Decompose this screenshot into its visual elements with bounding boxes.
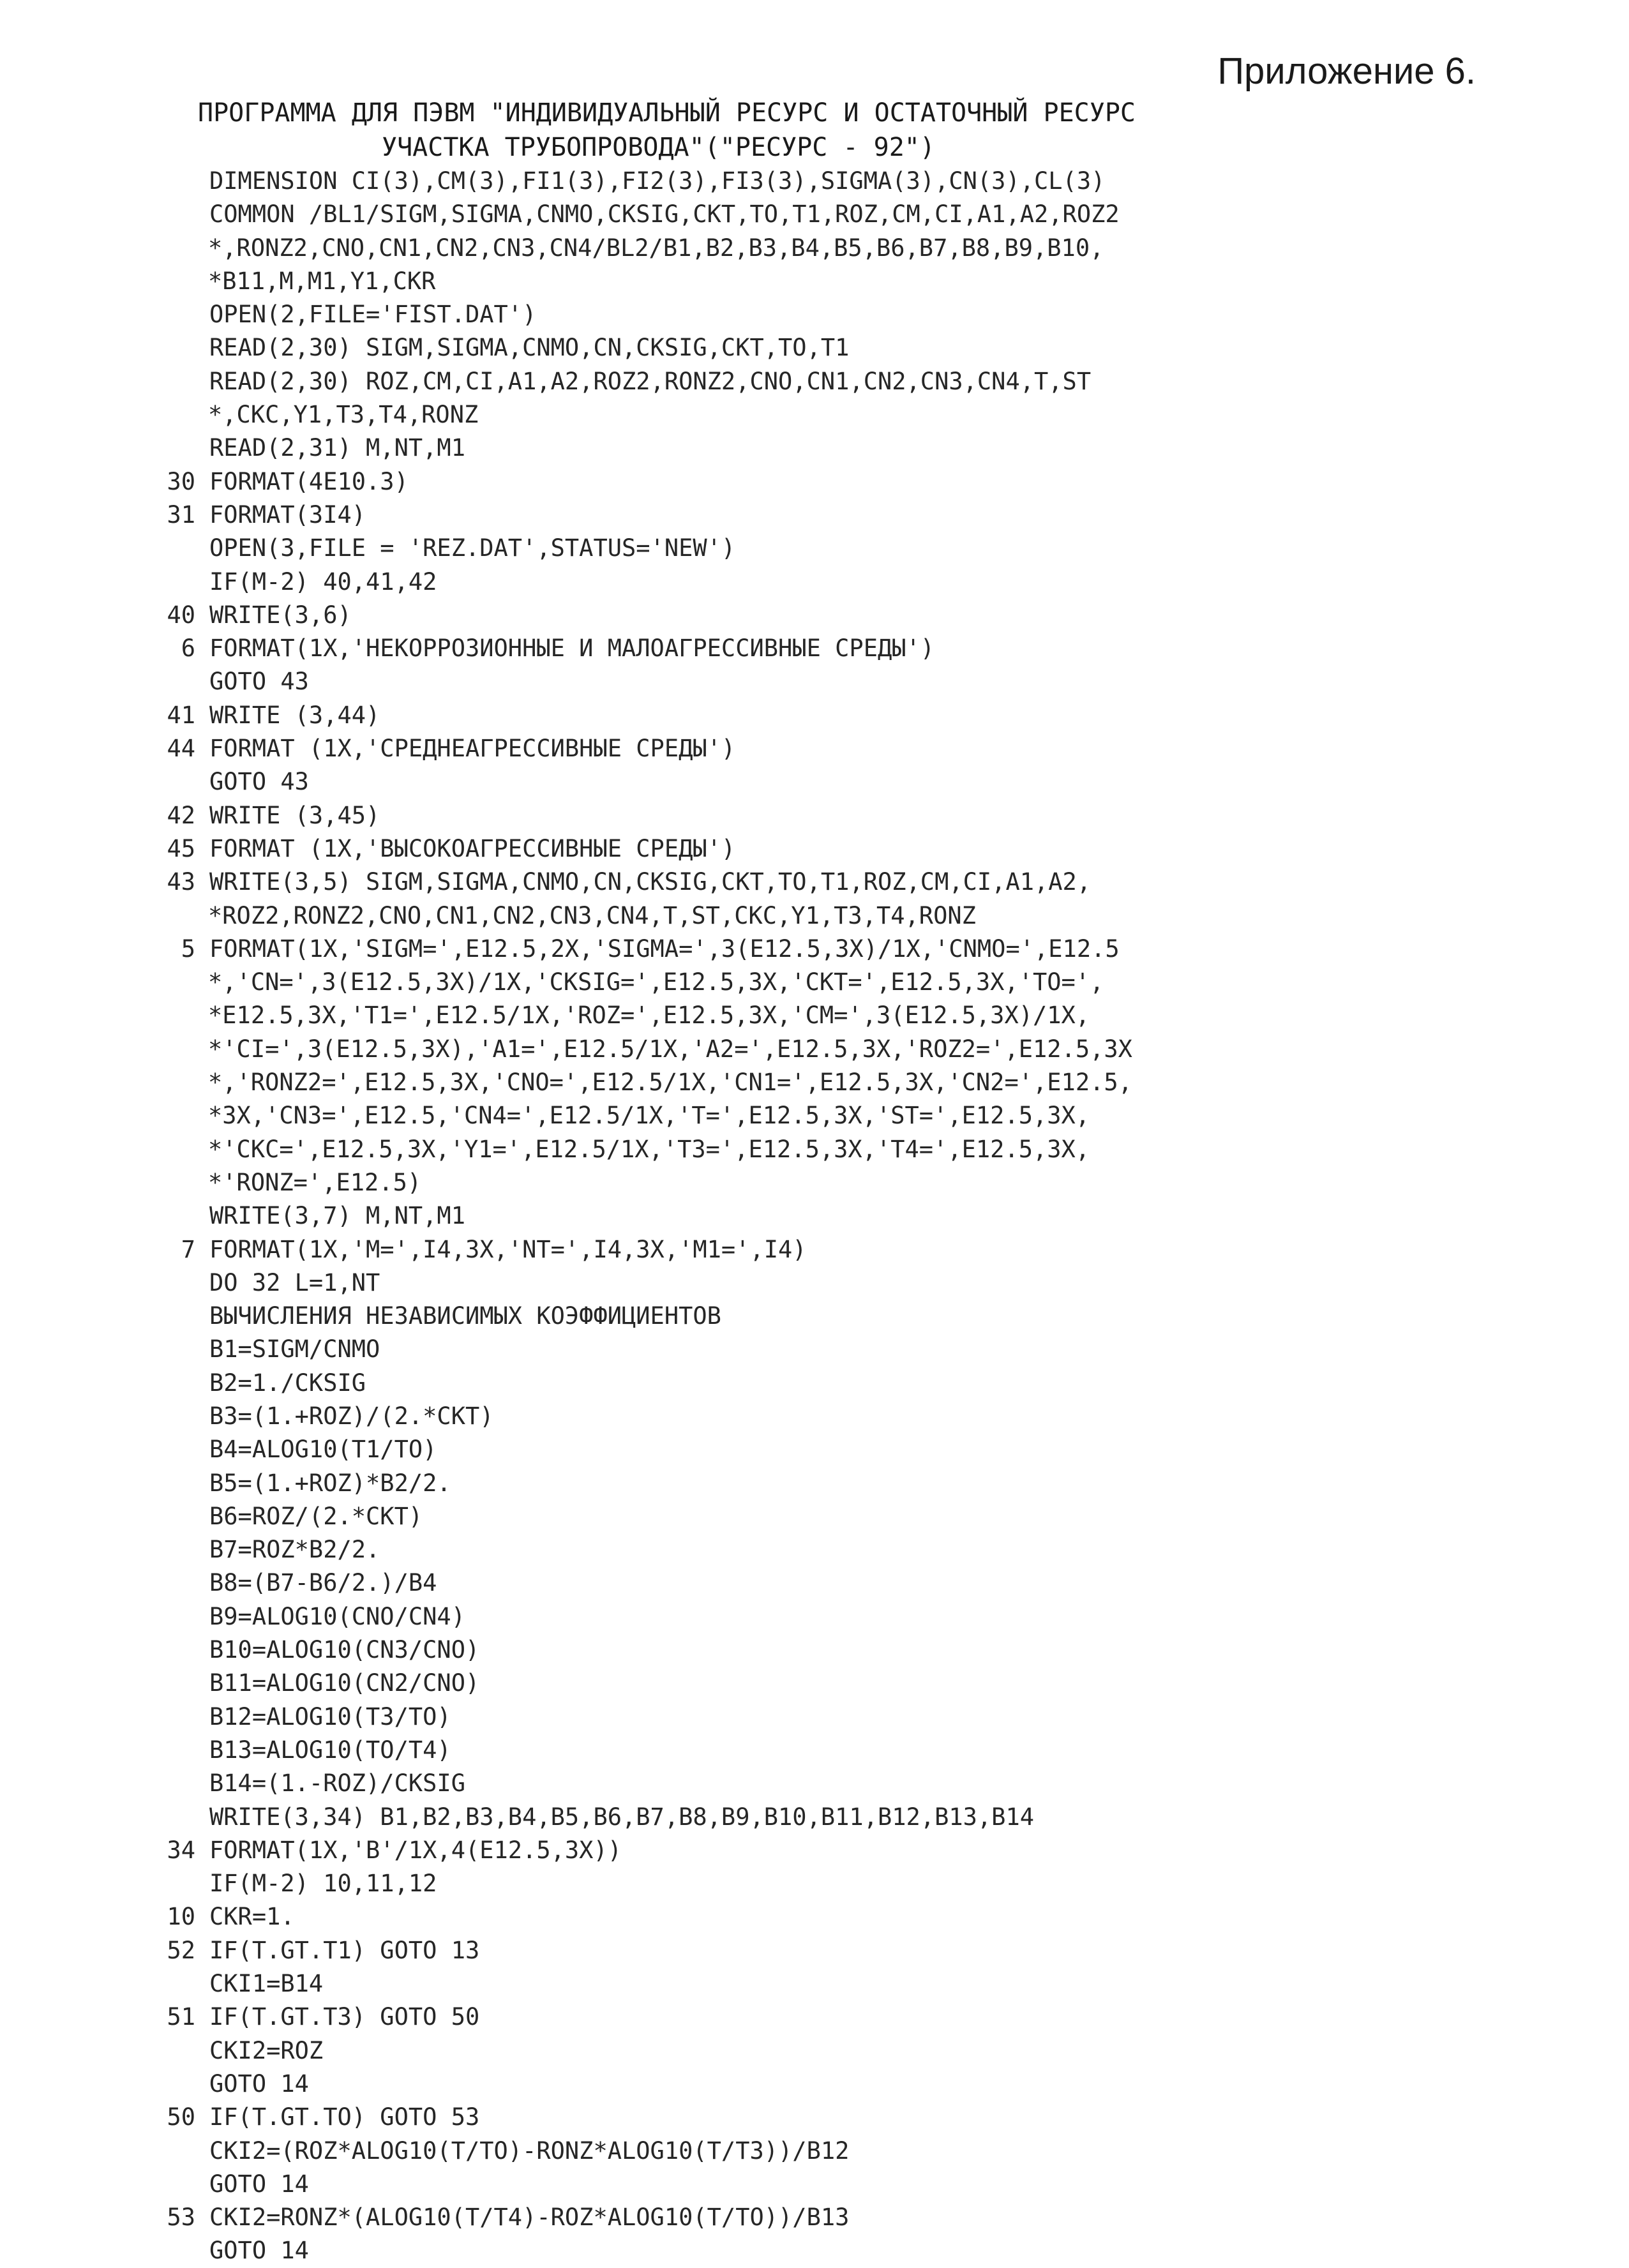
statement-text: DO 32 L=1,NT [209, 1268, 380, 1296]
statement-label [153, 765, 195, 799]
statement-label [153, 999, 208, 1032]
statement-text: B11=ALOG10(CN2/CNO) [209, 1669, 480, 1697]
code-line [153, 1600, 1506, 1633]
code-line [153, 866, 1506, 899]
statement-label [153, 298, 195, 331]
code-line [153, 1367, 1506, 1400]
code-line [153, 198, 1506, 231]
code-line [153, 1033, 1506, 1066]
code-line [153, 665, 1506, 698]
statement-label [153, 198, 195, 231]
statement-text: CKI2=ROZ [209, 2036, 324, 2064]
statement-text: CKI1=B14 [209, 1970, 324, 1998]
code-line [153, 1566, 1506, 1600]
statement-label [153, 1433, 195, 1466]
code-line [153, 1767, 1506, 1800]
code-line [153, 1533, 1506, 1566]
code-line [153, 699, 1506, 732]
statement-text: READ(2,30) ROZ,CM,CI,A1,A2,ROZ2,RONZ2,CNO,CN1,CN2,CN3,CN4,T,ST [209, 367, 1092, 395]
statement-text: B5=(1.+ROZ)*B2/2. [209, 1469, 451, 1497]
statement-text: *'CI=',3(E12.5,3X),'A1=',E12.5/1X,'A2=',E12.5,3X,'ROZ2=',E12.5,3X [208, 1035, 1132, 1063]
statement-label [153, 1266, 195, 1300]
statement-label [153, 1467, 195, 1500]
code-line [153, 2201, 1506, 2234]
statement-text: *ROZ2,RONZ2,CNO,CN1,CN2,CN3,CN4,T,ST,CKC,Y1,T3,T4,RONZ [208, 901, 976, 929]
code-line [153, 1734, 1506, 1767]
statement-text: B12=ALOG10(T3/TO) [209, 1702, 451, 1731]
statement-text: *,'CN=',3(E12.5,3X)/1X,'CKSIG=',E12.5,3X,'CKT=',E12.5,3X,'TO=', [208, 968, 1104, 996]
statement-text: OPEN(3,FILE = 'REZ.DAT',STATUS='NEW') [209, 534, 736, 562]
statement-label [153, 1533, 195, 1566]
statement-text: B9=ALOG10(CNO/CN4) [209, 1602, 465, 1630]
statement-text: FORMAT(1X,'M=',I4,3X,'NT=',I4,3X,'M1=',I4) [209, 1235, 807, 1263]
statement-label: 40 [167, 601, 195, 629]
statement-label [153, 1400, 195, 1433]
code-line [153, 1633, 1506, 1667]
statement-text: WRITE(3,5) SIGM,SIGMA,CNMO,CN,CKSIG,CKT,TO,T1,ROZ,CM,CI,A1,A2, [209, 868, 1092, 896]
statement-text: OPEN(2,FILE='FIST.DAT') [209, 301, 537, 329]
statement-text: GOTO 14 [209, 2069, 309, 2098]
statement-text: CKI2=(ROZ*ALOG10(T/TO)-RONZ*ALOG10(T/T3))/B12 [209, 2137, 850, 2165]
statement-label: 43 [167, 868, 195, 896]
statement-text: IF(M-2) 40,41,42 [209, 567, 437, 596]
code-line [153, 2101, 1506, 2134]
code-line [153, 2234, 1506, 2267]
statement-label [153, 1867, 195, 1900]
code-line [153, 1166, 1506, 1199]
program-title-line: ПРОГРАММА ДЛЯ ПЭВМ "ИНДИВИДУАЛЬНЫЙ РЕСУРС И ОСТАТОЧНЫЙ РЕСУРС [198, 98, 1136, 128]
code-line [153, 1900, 1506, 1934]
statement-text: *3X,'CN3=',E12.5,'CN4=',E12.5/1X,'T=',E12.5,3X,'ST=',E12.5,3X, [208, 1102, 1090, 1130]
statement-label: 5 [181, 935, 195, 963]
code-line [153, 1467, 1506, 1500]
statement-label [153, 432, 195, 465]
code-line [153, 1701, 1506, 1734]
statement-label [153, 966, 208, 999]
statement-text: IF(T.GT.TO) GOTO 53 [209, 2103, 480, 2131]
code-line [153, 2135, 1506, 2168]
code-line [153, 765, 1506, 799]
code-line [153, 1967, 1506, 2001]
code-line [153, 165, 1506, 198]
statement-label [153, 899, 208, 933]
statement-label [153, 1633, 195, 1667]
statement-text: ВЫЧИСЛЕНИЯ НЕЗАВИСИМЫХ КОЭФФИЦИЕНТОВ [209, 1302, 721, 1330]
statement-text: B6=ROZ/(2.*CKT) [209, 1502, 423, 1530]
statement-label [153, 1566, 195, 1600]
statement-label: 30 [167, 467, 195, 495]
statement-label: 41 [167, 701, 195, 729]
code-line [153, 465, 1506, 499]
code-line [153, 232, 1506, 265]
code-line [153, 1199, 1506, 1233]
statement-label [153, 2234, 195, 2267]
statement-text: FORMAT(4E10.3) [209, 467, 409, 495]
statement-text: *'CKC=',E12.5,3X,'Y1=',E12.5/1X,'T3=',E12.5,3X,'T4=',E12.5,3X, [208, 1135, 1090, 1163]
statement-text: CKR=1. [209, 1903, 295, 1931]
statement-text: WRITE(3,6) [209, 601, 352, 629]
statement-text: *,'RONZ2=',E12.5,3X,'CNO=',E12.5/1X,'CN1=',E12.5,3X,'CN2=',E12.5, [208, 1069, 1132, 1097]
code-line [153, 1500, 1506, 1533]
statement-label [153, 1767, 195, 1800]
statement-text: GOTO 14 [209, 2237, 309, 2265]
statement-label: 45 [167, 834, 195, 862]
statement-text: *'RONZ=',E12.5) [208, 1168, 422, 1196]
code-line [153, 499, 1506, 532]
statement-text: GOTO 43 [209, 768, 309, 796]
statement-label: 51 [167, 2003, 195, 2031]
statement-label [153, 398, 208, 432]
statement-text: *E12.5,3X,'T1=',E12.5/1X,'ROZ=',E12.5,3X,'CM=',3(E12.5,3X)/1X, [208, 1002, 1090, 1030]
statement-label [153, 1600, 195, 1633]
code-line [153, 566, 1506, 599]
statement-label: 10 [167, 1903, 195, 1931]
code-line [153, 1834, 1506, 1867]
code-line [153, 899, 1506, 933]
code-line [153, 1266, 1506, 1300]
statement-text: WRITE (3,44) [209, 701, 380, 729]
statement-label [153, 566, 195, 599]
statement-label [153, 2168, 195, 2201]
code-line [153, 799, 1506, 832]
code-line [153, 1801, 1506, 1834]
statement-label [153, 532, 195, 565]
code-line [153, 1400, 1506, 1433]
code-line [153, 599, 1506, 632]
statement-text: WRITE(3,34) B1,B2,B3,B4,B5,B6,B7,B8,B9,B10,B11,B12,B13,B14 [209, 1803, 1035, 1831]
code-line [153, 2001, 1506, 2034]
code-line [153, 331, 1506, 364]
statement-text: DIMENSION CI(3),CM(3),FI1(3),FI2(3),FI3(3),SIGMA(3),CN(3),CL(3) [209, 167, 1106, 195]
statement-label [153, 1367, 195, 1400]
code-line [153, 632, 1506, 665]
statement-label: 50 [167, 2103, 195, 2131]
statement-label: 42 [167, 801, 195, 829]
statement-label [153, 1967, 195, 2001]
statement-label [153, 365, 195, 398]
code-line [153, 1667, 1506, 1700]
statement-label: 7 [181, 1235, 195, 1263]
statement-label [153, 1500, 195, 1533]
statement-text: FORMAT(1X,'B'/1X,4(E12.5,3X)) [209, 1836, 622, 1864]
code-line [153, 1867, 1506, 1900]
statement-label [153, 1667, 195, 1700]
statement-text: B10=ALOG10(CN3/CNO) [209, 1636, 480, 1664]
statement-label [153, 2135, 195, 2168]
code-line [153, 1133, 1506, 1166]
code-line [153, 398, 1506, 432]
code-line [153, 1233, 1506, 1266]
statement-text: CKI2=RONZ*(ALOG10(T/T4)-ROZ*ALOG10(T/TO))/B13 [209, 2204, 850, 2232]
statement-label: 53 [167, 2204, 195, 2232]
code-line [153, 933, 1506, 966]
statement-text: WRITE(3,7) M,NT,M1 [209, 1202, 465, 1230]
statement-text: COMMON /BL1/SIGM,SIGMA,CNMO,CKSIG,CKT,TO,T1,ROZ,CM,CI,A1,A2,ROZ2 [209, 200, 1120, 229]
statement-label [153, 1133, 208, 1166]
statement-text: B3=(1.+ROZ)/(2.*CKT) [209, 1402, 494, 1430]
code-line [153, 1333, 1506, 1366]
statement-text: FORMAT(3I4) [209, 500, 366, 529]
statement-label [153, 1701, 195, 1734]
code-line [153, 966, 1506, 999]
statement-label: 44 [167, 735, 195, 763]
statement-text: B4=ALOG10(T1/TO) [209, 1436, 437, 1464]
statement-label [153, 1066, 208, 1099]
code-line [153, 365, 1506, 398]
code-line [153, 532, 1506, 565]
statement-text: FORMAT(1X,'НЕКОРРОЗИОННЫЕ И МАЛОАГРЕССИВНЫЕ СРЕДЫ') [209, 635, 935, 663]
statement-text: *,CKC,Y1,T3,T4,RONZ [208, 401, 479, 429]
statement-text: FORMAT(1X,'SIGM=',E12.5,2X,'SIGMA=',3(E12.5,3X)/1X,'CNMO=',E12.5 [209, 935, 1120, 963]
statement-text: FORMAT (1X,'ВЫСОКОАГРЕССИВНЫЕ СРЕДЫ') [209, 834, 736, 862]
code-line [153, 2034, 1506, 2068]
code-line [153, 1433, 1506, 1466]
code-line [153, 432, 1506, 465]
statement-label: 34 [167, 1836, 195, 1864]
statement-text: B8=(B7-B6/2.)/B4 [209, 1569, 437, 1597]
statement-label [153, 2068, 195, 2101]
program-title-line: УЧАСТКА ТРУБОПРОВОДА"("РЕСУРС - 92") [382, 133, 935, 162]
statement-label [153, 2034, 195, 2068]
statement-label [153, 331, 195, 364]
statement-text: B13=ALOG10(TO/T4) [209, 1736, 451, 1764]
program-title [198, 96, 1136, 165]
statement-label [153, 165, 195, 198]
statement-label [153, 665, 195, 698]
statement-label [153, 1801, 195, 1834]
statement-label [153, 1333, 195, 1366]
code-line [153, 1934, 1506, 1967]
statement-text: *,RONZ2,CNO,CN1,CN2,CN3,CN4/BL2/B1,B2,B3,B4,B5,B6,B7,B8,B9,B10, [208, 234, 1104, 262]
code-line [153, 832, 1506, 866]
statement-label [153, 265, 208, 298]
statement-label [153, 232, 208, 265]
statement-text: READ(2,31) M,NT,M1 [209, 434, 465, 462]
statement-label [153, 1199, 195, 1233]
statement-text: READ(2,30) SIGM,SIGMA,CNMO,CN,CKSIG,CKT,TO,T1 [209, 334, 850, 362]
statement-label: 52 [167, 1936, 195, 1964]
statement-label [153, 1033, 208, 1066]
statement-text: B1=SIGM/CNMO [209, 1335, 380, 1363]
statement-label [153, 1300, 195, 1333]
code-line [153, 1300, 1506, 1333]
program-listing [153, 165, 1506, 2268]
statement-text: IF(T.GT.T3) GOTO 50 [209, 2003, 480, 2031]
statement-label: 31 [167, 500, 195, 529]
code-line [153, 1099, 1506, 1132]
statement-text: B14=(1.-ROZ)/CKSIG [209, 1769, 465, 1798]
statement-text: WRITE (3,45) [209, 801, 380, 829]
appendix-title: Приложение 6. [1217, 50, 1476, 92]
code-line [153, 999, 1506, 1032]
statement-text: IF(T.GT.T1) GOTO 13 [209, 1936, 480, 1964]
code-line [153, 2168, 1506, 2201]
statement-text: FORMAT (1X,'СРЕДНЕАГРЕССИВНЫЕ СРЕДЫ') [209, 735, 736, 763]
statement-label: 6 [181, 635, 195, 663]
code-line [153, 265, 1506, 298]
statement-text: GOTO 14 [209, 2170, 309, 2198]
code-line [153, 298, 1506, 331]
statement-text: GOTO 43 [209, 668, 309, 696]
statement-label [153, 1734, 195, 1767]
code-line [153, 1066, 1506, 1099]
code-line [153, 732, 1506, 765]
statement-label [153, 1166, 208, 1199]
statement-text: B2=1./CKSIG [209, 1369, 366, 1397]
statement-text: B7=ROZ*B2/2. [209, 1536, 380, 1564]
statement-text: IF(M-2) 10,11,12 [209, 1870, 437, 1898]
statement-label [153, 1099, 208, 1132]
statement-text: *B11,M,M1,Y1,CKR [208, 267, 436, 295]
code-line [153, 2068, 1506, 2101]
